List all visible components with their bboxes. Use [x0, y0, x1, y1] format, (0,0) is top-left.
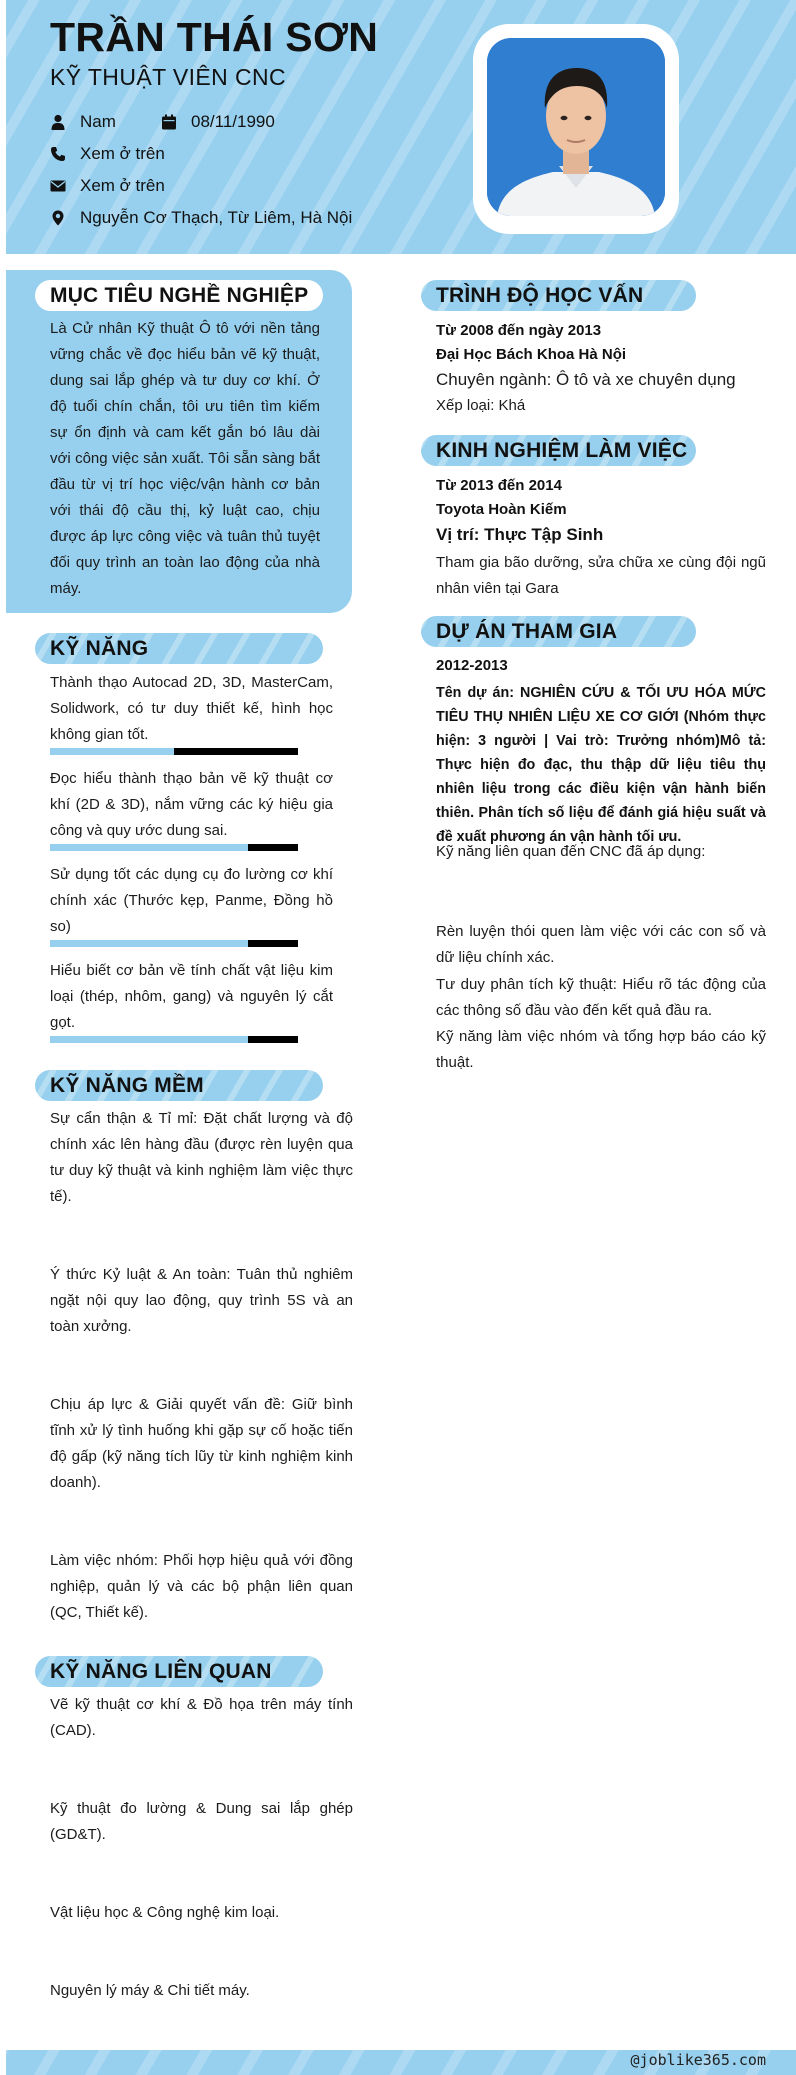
skills-title: KỸ NĂNG: [35, 633, 323, 664]
related-skill-item: Vật liệu học & Công nghệ kim loại.: [50, 1904, 280, 1921]
gender-row: [50, 112, 116, 132]
project-skills-intro: Kỹ năng liên quan đến CNC đã áp dụng:: [436, 843, 706, 860]
experience-description: Tham gia bão dưỡng, sửa chữa xe cùng đội ngũ nhân viên tại Gara: [436, 554, 766, 597]
education-major: Chuyên ngành: Ô tô và xe chuyên dụng: [436, 370, 736, 389]
skill-item-text: Hiểu biết cơ bản về tính chất vật liệu kim loại (thép, nhôm, gang) và nguyên lý cắt gọt.: [50, 962, 333, 1031]
skill-bar-rest: [248, 844, 298, 851]
map-pin-icon: [50, 210, 66, 226]
candidate-name: TRẦN THÁI SƠN: [50, 14, 379, 60]
skill-bar-rest: [174, 748, 298, 755]
skill-bar-rest: [248, 940, 298, 947]
education-title: TRÌNH ĐỘ HỌC VẤN: [421, 280, 696, 311]
skill-item-text: Sử dụng tốt các dụng cụ đo lường cơ khí chính xác (Thước kẹp, Panme, Đồng hồ so): [50, 866, 333, 935]
footer-bar: [6, 2050, 796, 2075]
phone-value: Xem ở trên: [80, 144, 165, 163]
education-school: Đại Học Bách Khoa Hà Nội: [436, 346, 627, 363]
soft-skill-item: Sự cẩn thận & Tỉ mỉ: Đặt chất lượng và độ chính xác lên hàng đầu (được rèn luyện qua tư duy kỹ thuật và kinh nghiệm làm việc thực tế).: [50, 1110, 353, 1205]
project-skill-item: Tư duy phân tích kỹ thuật: Hiểu rõ tác động của các thông số đầu vào đến kết quả đầu ra.: [436, 976, 766, 1019]
soft-skill-item: Làm việc nhóm: Phối hợp hiệu quả với đồng nghiệp, quản lý và các bộ phận liên quan (QC, Thiết kế).: [50, 1552, 353, 1621]
project-skill-item: Rèn luyện thói quen làm việc với các con số và dữ liệu chính xác.: [436, 923, 766, 966]
related-skills-title: KỸ NĂNG LIÊN QUAN: [35, 1656, 323, 1687]
project-skill-item: Kỹ năng làm việc nhóm và tổng hợp báo cáo kỹ thuật.: [436, 1028, 766, 1071]
email-row: [50, 176, 165, 196]
project-name: Tên dự án: NGHIÊN CỨU & TỐI ƯU HÓA MỨC TIÊU THỤ NHIÊN LIỆU XE CƠ GIỚI (Nhóm thực hiện: 3 người | Vai trò: Trưởng nhóm)Mô tả: Thực hiện đo đạc, thu thập dữ liệu tiêu thụ nhiên liệu trong các điều kiện vận hành biến thiên. Phân tích số liệu để đánh giá hiệu suất và đề xuất phương án vận hành tối ưu.: [436, 685, 766, 845]
related-skill-item: Nguyên lý máy & Chi tiết máy.: [50, 1982, 250, 1999]
education-period: Từ 2008 đến ngày 2013: [436, 322, 602, 339]
skill-bar: [50, 748, 298, 755]
user-icon: [50, 114, 66, 130]
envelope-icon: [50, 178, 66, 194]
cv-header: [6, 0, 796, 254]
dob-value: 08/11/1990: [191, 112, 275, 131]
projects-title: DỰ ÁN THAM GIA: [421, 616, 696, 647]
skill-bar: [50, 940, 298, 947]
education-grade: Xếp loại: Khá: [436, 397, 526, 414]
skill-bar: [50, 844, 298, 851]
email-value: Xem ở trên: [80, 176, 165, 195]
profile-photo: [487, 38, 665, 216]
phone-row: [50, 144, 165, 164]
objective-text: Là Cử nhân Kỹ thuật Ô tô với nền tảng vững chắc về đọc hiểu bản vẽ kỹ thuật, dung sai lắp ghép và tư duy cơ khí. Ở độ tuổi chín chắn, tôi ưu tiên tìm kiếm sự ổn định và cam kết gắn bó lâu dài với công việc sản xuất. Tôi sẵn sàng bắt đầu từ vị trí học việc/vận hành cơ bản với thái độ cầu thị, kỷ luật cao, chịu được áp lực công việc và tuân thủ tuyệt đối quy trình an toàn lao động của nhà máy.: [50, 320, 320, 597]
soft-skill-item: Ý thức Kỷ luật & An toàn: Tuân thủ nghiêm ngặt nội quy lao động, quy trình 5S và an toàn xưởng.: [50, 1266, 353, 1335]
skill-item-text: Đọc hiểu thành thạo bản vẽ kỹ thuật cơ khí (2D & 3D), nắm vững các ký hiệu gia công và quy ước dung sai.: [50, 770, 333, 839]
phone-icon: [50, 146, 66, 162]
objective-title: MỤC TIÊU NGHỀ NGHIỆP: [35, 280, 323, 311]
soft-skills-title: KỸ NĂNG MỀM: [35, 1070, 323, 1101]
related-skill-item: Kỹ thuật đo lường & Dung sai lắp ghép (GD&T).: [50, 1800, 353, 1843]
soft-skill-item: Chịu áp lực & Giải quyết vấn đề: Giữ bình tĩnh xử lý tình huống khi gặp sự cố hoặc tiến độ gấp (kỹ năng tích lũy từ kinh nghiệm kinh doanh).: [50, 1396, 353, 1491]
experience-title: KINH NGHIỆM LÀM VIỆC: [421, 435, 696, 466]
dob-row: [161, 112, 275, 132]
calendar-icon: [161, 114, 177, 130]
candidate-role: KỸ THUẬT VIÊN CNC: [50, 64, 286, 90]
gender-value: Nam: [80, 112, 116, 131]
related-skill-item: Vẽ kỹ thuật cơ khí & Đồ họa trên máy tính (CAD).: [50, 1696, 353, 1739]
skill-bar-rest: [248, 1036, 298, 1043]
profile-photo-frame: [473, 24, 679, 234]
experience-position: Vị trí: Thực Tập Sinh: [436, 525, 604, 544]
experience-company: Toyota Hoàn Kiếm: [436, 501, 567, 518]
skill-bar: [50, 1036, 298, 1043]
project-period: 2012-2013: [436, 657, 508, 674]
experience-period: Từ 2013 đến 2014: [436, 477, 562, 494]
footer-watermark: @joblike365.com: [630, 2051, 766, 2069]
skill-item-text: Thành thạo Autocad 2D, 3D, MasterCam, Solidwork, có tư duy thiết kế, hình học không gian tốt.: [50, 674, 333, 743]
address-value: Nguyễn Cơ Thạch, Từ Liêm, Hà Nội: [80, 208, 353, 227]
address-row: [50, 208, 352, 228]
